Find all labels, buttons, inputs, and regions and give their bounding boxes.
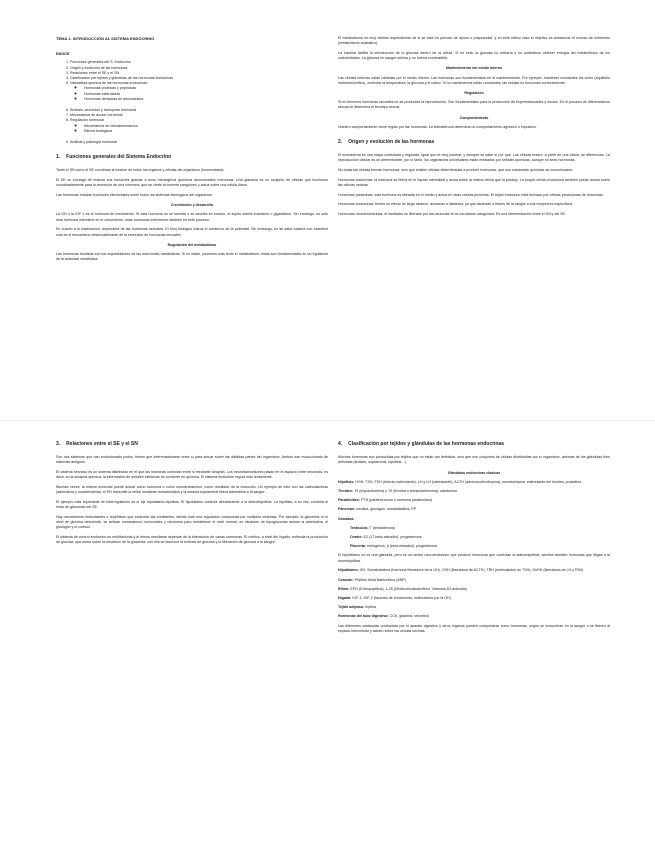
column-bottom-left (56, 432, 328, 550)
index-sublist (70, 86, 328, 102)
term: Riñón: (338, 586, 350, 591)
definition: HGH, TSH, FSH (folículo estimulante), LH y LH (luteinizante), ACTH (adrenocorticotropina), somatotropina, estimulante del tiroides, prolactina (355, 479, 582, 484)
paragraph: En cuanto a la maduración, dependerá de las hormonas sexuales. El reloj biológico marca el comienzo de la pubertad. Sin embargo, no se sabe todavía con exactitud cuál es el mecanismo desencadenante de la secreción de hormonas sexuales. (56, 227, 328, 237)
definition-line (338, 535, 610, 540)
index-item: 7. Mecanismos de acción hormonal (70, 113, 328, 118)
definition-line (338, 578, 610, 583)
subheading: Glándulas endocrinas clásicas (447, 470, 501, 475)
column-bottom-right (338, 432, 610, 638)
definition-line (338, 507, 610, 512)
subheading: Regulación del metabolismo (167, 242, 217, 247)
section-number: 3. (56, 441, 61, 447)
definition: estrógenos, β (beta-estradiol), progesterona (366, 544, 438, 549)
definition-line (338, 544, 610, 549)
definition: CCK, gastrina, secretina (389, 614, 429, 619)
index-item: 6. Síntesis, secreción y transporte hormonal (70, 108, 328, 113)
index-item-label: Naturaleza química de las hormonas endocrinas: (70, 81, 149, 86)
definition-line (338, 596, 610, 601)
section-number: 4. (338, 441, 343, 447)
term: Hipotálamo: (338, 568, 359, 573)
paragraph: El hipotálamo no es una glándula, pero es un centro neuroendocrino que produce hormonas que controlan la adenohipófisis; secreta también hormonas que llegan a la neurohipófisis. (338, 553, 610, 563)
term: Placenta: (350, 544, 366, 549)
term: Paratiroides: (338, 498, 360, 503)
paragraph: El ecosistema es una etapa controlada y regulada, igual que el reloj puberal, y siempre se sabe el por qué. Las células madre, a partir de una célula, se diferencian. La reproducción celular es un determinante, por lo tanto, los organismos unicelulares están mediados por señales químicas, aunque no sean hormonas. (338, 153, 610, 163)
paragraph: El sistema nervioso es un sistema distribuido en el que las neuronas conectan entre sí mediante sinapsis. Los neurotransmisores pasan en el espacio entre neuronas, es decir, en la sinapsis química; la información de señales eléctricas se convierte en química. El sistema endocrino regula más lentamente. (56, 470, 328, 480)
section-title-text: Funciones generales del Sistema Endocrino (66, 154, 172, 161)
definition: insulina, glucagón, somatostatina, PP (356, 507, 417, 512)
term: Hormonas del tubo digestivo: (338, 614, 389, 619)
document-title: TEMA 1. INTRODUCCIÓN AL SISTEMA ENDOCRINO (56, 36, 155, 41)
page-divider (0, 420, 655, 421)
paragraph: Nuestro comportamiento viene regido por las hormonas. La testosterona determina un comportamiento agresivo o impulsivo. (338, 124, 537, 129)
section-2-title (338, 140, 610, 145)
paragraph: El metabolismo es muy distinto dependiendo de si se está en período de ayuno o posprandial, y en este último caso el objetivo es almacenar el exceso de nutrientes (metabolismo anabólico). (338, 36, 610, 46)
paragraph: El sistema de control endocrino es multifactorial y el efecto resultante depende de la interacción de varias hormonas. El cortisol, a nivel del hígado, estimula la producción de glucosa, que actúa sobre la elevación de la glucemia; con ello se favorece la síntesis de glucosa y la liberación de glucosa a la sangre. (56, 534, 328, 545)
term: Hígado: (338, 595, 352, 600)
definition-line (338, 480, 610, 485)
definition-line (338, 614, 610, 619)
section-title-text: Origen y evolución de las hormonas (348, 138, 435, 145)
paragraph: Hormonas endocrinas: tienen un efecto de largo alcance, actuando a distancia, ya que alcanzan a través de la sangre a sus receptores específicos. (338, 202, 574, 207)
paragraph: Tanto el SN como el SE coordinan la función de todos los órganos y células del organismo (homeostasis). (56, 168, 225, 173)
index-list (56, 60, 328, 145)
column-top-right (338, 36, 610, 222)
definition: EPO (Eritropoyetina), 1-25 (Dihidroxicolecalciferol, Vitamina D3 activada) (350, 586, 467, 591)
paragraph: Hormonas paracrinas: esta hormona es liberada en el medio y actúa en otras células próximas. El tejido endocrino está formado por células productoras de hormonas. (338, 192, 604, 197)
section-3-title (56, 442, 328, 447)
definition: E2 (17-beta-estradiol), progesterona (363, 535, 422, 540)
section-title-text: Clasificación por tejidos y glándulas de las hormonas endocrinas (348, 441, 505, 447)
section-number: 1. (56, 154, 61, 161)
definition: Péptido Atrial Natriurético (ANP) (354, 577, 406, 582)
term: Testículos: (350, 525, 369, 530)
index-heading: ÍNDICE (56, 51, 70, 57)
definition: IGF-1, IGF-2 (factores de crecimiento, estimulados por la GH) (352, 595, 451, 600)
paragraph: No todas las células forman hormonas, sino que existen células determinadas a producir hormonas, que son sustancias químicas de comunicación. (338, 168, 574, 173)
definition: T (testosterona) (369, 525, 395, 530)
paragraph: Hormonas autocrinas: la hormona se libera en el líquido intersticial y actúa sobre la misma célula que la produjo. La propia célula productora también puede actuar sobre las células vecinas. (338, 177, 610, 187)
definition-line (338, 498, 610, 503)
index-item: 1. Funciones generales del S. Endocrino (70, 60, 328, 65)
index-item (70, 81, 328, 102)
definition: leptina (365, 605, 376, 610)
index-item-label: Regulación hormonal (70, 118, 104, 123)
term: Páncreas: (338, 507, 356, 512)
term: Tiroides: (338, 489, 354, 494)
index-item: 2. Origen y evolución de las hormonas (70, 66, 328, 71)
paragraph: Muchas hormonas son producidas por tejidos que no están tan definidos, sino que son conjuntos de células distribuidas por el organismo, además de las glándulas bien definidas (tiroides, suprarrenal, hipófisis…). (338, 455, 610, 465)
index-item: 9. Análisis y patología hormonal (70, 140, 328, 145)
index-subitem: ◦ Ritmos biológicos (84, 129, 328, 134)
paragraph: La GH o la IGF-1 es la hormona de crecimiento. Si esta hormona no se secreta o se secreta en exceso, el sujeto sufrirá enanismo o gigantismo. Sin embargo, no sólo esta hormona interviene en el crecimiento; otras hormonas intervienen también en este proceso. (56, 212, 328, 222)
index-item: 4. Clasificación por tejidos y glándulas de las hormonas endocrinas (70, 76, 328, 81)
paragraph: Hay mecanismos redundantes o repetitivos que controlan las constantes, siendo éste una regulación compuesta por múltiples sistemas. Por ejemplo, la glucemia: si el nivel de glucosa desciende, se activan mecanismos hormonales y nerviosos para restablecer el nivel normal; en situación de hipoglucemia actúan la adrenalina, el glucagón y el cortisol. (56, 514, 328, 530)
paragraph: Hormonas neuroendocrinas: el mediador es liberado por las neuronas en la circulación sanguínea. Es una intermediación entre el SN y del SE. (338, 212, 566, 217)
definition-line (338, 489, 610, 494)
section-4-title (338, 442, 610, 447)
paragraph: Las diferentes sustancias producidas por el aparato digestivo y otros órganos pueden comportarse como hormonas, según se encuentran en la sangre o se liberen al espacio intercelular y actúen sobre las células vecinas. (338, 623, 610, 633)
paragraph: Las hormonas realizan funciones elementales sobre todos los sistemas fisiológicos del organismo. (56, 193, 213, 198)
subheading: Regulación (464, 90, 484, 95)
subheading: Comportamiento (459, 115, 489, 120)
section-number: 2. (338, 138, 343, 145)
section-title-text: Relaciones entre el SE y el SN (66, 441, 138, 447)
paragraph: La insulina facilita la introducción de la glucosa dentro de la célula. Si no está, la glucosa no entraría y no podríamos obtener energía del metabolismo de los carbohidratos. La glucosa en sangre subiría y no habría combustible. (338, 50, 610, 61)
paragraph: Son dos sistemas que han evolucionado juntos, tienen que interrelacionarse entre sí para actuar sobre las distintas partes del organismo. Ambos han evolucionado de sistemas antiguos. (56, 455, 328, 465)
definition: T3 (triyodotironina) y T4 (tiroxina o tetrayodotironina), calcitonina (354, 489, 457, 494)
term: Hipófisis: (338, 479, 355, 484)
paragraph: El SE se encarga de realizar sus funciones gracias a unos mensajeros químicos denominados hormonas. Una glándula es un conjunto de células que funcionan coordinadamente para la secreción de una hormona, que se vierte al torrente sanguíneo y actúa sobre una célula diana. (56, 178, 328, 188)
definition: PTH (parathormona u hormona paratiroidea) (360, 498, 433, 503)
paragraph: Las hormonas tiroideas son los orquestadores de las reacciones metabólicas. Si no están, ponemos más lento el metabolismo; éstas son fundamentales en la regulación de la actividad metabólica. (56, 251, 328, 262)
term: Corazón: (338, 577, 354, 582)
index-subitem: ◦ Hormonas proteicas y peptídicas (84, 86, 328, 91)
definition-line (338, 526, 610, 531)
paragraph: Muchas veces, la misma molécula puede actuar como hormona o como neurotransmisor, como resultado de la evolución. Un ejemplo de esto son las catecolaminas (adrenalina y noradrenalina): el SN transmite la señal mediante noradrenalina y la médula suprarrenal libera adrenalina a la sangre. (56, 485, 328, 495)
term: Gónadas: (338, 516, 355, 521)
subheading: Crecimiento y desarrollo (170, 203, 214, 208)
term: Ovario: (350, 535, 363, 540)
definition-line (338, 568, 610, 573)
definition-line (338, 517, 610, 522)
subheading: Mantenimiento del medio interno (445, 66, 503, 71)
term: Tejido adiposo: (338, 605, 365, 610)
index-subitem: ◦ Mecanismos de retroalimentación (84, 124, 328, 129)
definition-line (338, 605, 610, 610)
definition: GH, Somatostatina (hormona liberadora de la GH), CRH (liberadora de ACTH), TRH (estimulación de TSH), GnRH (liberadora de LH y FSH) (359, 568, 584, 573)
index-item: 3. Relaciones entre el SE y el SN (70, 71, 328, 76)
paragraph: Si no tenemos hormonas sexuales no se produciría la reproducción. Son fundamentales para la producción de espermatozoides y óvulos. En el proceso de diferenciación sexual se determina el fenotipo sexual. (338, 100, 610, 110)
paragraph: Las células internas están bañadas por el medio interno. Las hormonas son fundamentales en el mantenimiento. Por ejemplo, mantener constantes los iones (equilibrio hidroelectrolítico), controlar la temperatura, la glucosa y el calcio. Si no mantenemos estas constantes, las células no funcionan correctamente. (338, 75, 610, 85)
index-sublist (70, 124, 328, 134)
index-subitem: ◦ Hormonas esteroideas (84, 92, 328, 97)
section-1-title (56, 155, 328, 160)
index-item (70, 118, 328, 134)
index-subitem: ◦ Hormonas derivadas de aminoácidos (84, 97, 328, 102)
definition-line (338, 587, 610, 592)
column-top-left (56, 36, 328, 267)
paragraph: El ejemplo más importante de interregulación es el eje hipotálamo-hipófisis. El hipotálamo controla directamente a la adenohipófisis. La hipófisis, a su vez, controla el resto de glándulas del SE. (56, 499, 328, 510)
